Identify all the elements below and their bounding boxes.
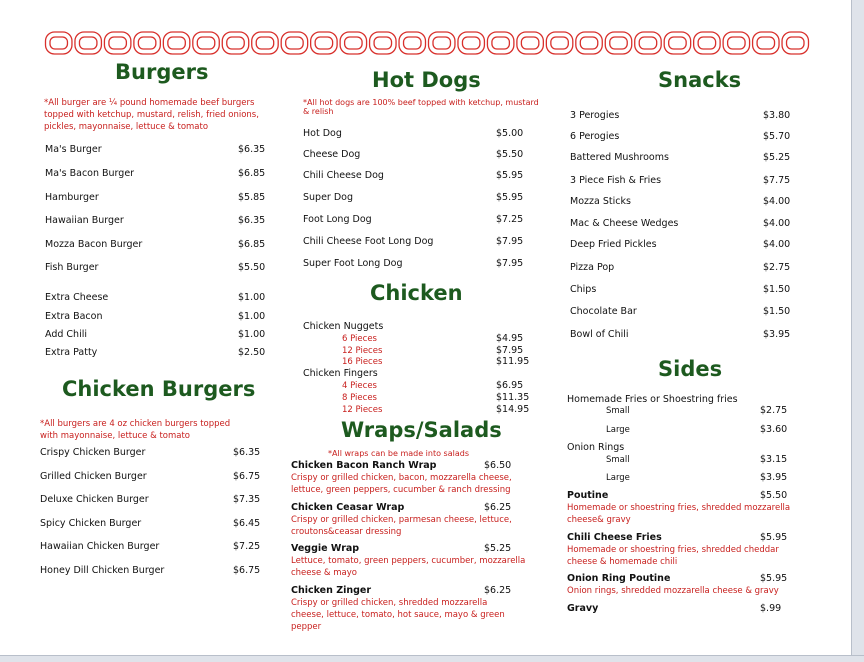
menu-item-price: $3.80	[763, 110, 791, 121]
extra-name: Extra Bacon	[45, 311, 103, 322]
menu-item-name: Super Dog	[303, 192, 354, 203]
menu-item-name: Hawaiian Chicken Burger	[40, 541, 160, 552]
border-link-inner	[698, 37, 715, 49]
menu-item-price: $6.35	[233, 447, 261, 458]
side-price: $5.50	[760, 490, 788, 501]
menu-item-name: Cheese Dog	[303, 149, 361, 160]
side-group-name: Homemade Fries or Shoestring fries	[567, 394, 738, 405]
menu-item-price: $5.50	[238, 262, 266, 273]
chicken-burgers-title: Chicken Burgers	[62, 377, 256, 401]
border-link-inner	[256, 37, 273, 49]
menu-item-price: $5.95	[496, 170, 524, 181]
menu-item-price: $4.00	[763, 196, 791, 207]
menu-item-price: $5.95	[496, 192, 524, 203]
option-label: 4 Pieces	[342, 381, 377, 391]
option-label: 6 Pieces	[342, 334, 377, 344]
menu-item-name: Hamburger	[45, 192, 99, 203]
border-link-inner	[433, 37, 450, 49]
menu-item-price: $6.75	[233, 565, 261, 576]
option-price: $14.95	[496, 404, 530, 415]
menu-item-price: $6.85	[238, 168, 266, 179]
menu-item-name: 6 Perogies	[570, 131, 620, 142]
menu-item-name: Grilled Chicken Burger	[40, 471, 147, 482]
border-link-inner	[168, 37, 185, 49]
border-link-inner	[757, 37, 774, 49]
wraps-title: Wraps/Salads	[341, 418, 502, 442]
side-desc: Homemade or shoestring fries, shredded cheddar cheese & homemade chili	[567, 545, 779, 567]
border-link-inner	[404, 37, 421, 49]
menu-item-price: $6.75	[233, 471, 261, 482]
option-price: $6.95	[496, 380, 524, 391]
menu-item-name: Chocolate Bar	[570, 306, 637, 317]
border-link-inner	[728, 37, 745, 49]
extra-name: Extra Cheese	[45, 292, 109, 303]
window-scroll-gutter	[851, 0, 864, 661]
chicken-burgers-note: *All burgers are 4 oz chicken burgers topped with mayonnaise, lettuce & tomato	[40, 419, 231, 441]
menu-item-name: Hot Dog	[303, 128, 342, 139]
menu-item-name: Battered Mushrooms	[570, 152, 669, 163]
option-label: Small	[606, 406, 630, 416]
wrap-price: $6.25	[484, 585, 512, 596]
extra-price: $1.00	[238, 329, 266, 340]
side-price: $5.95	[760, 532, 788, 543]
menu-item-price: $4.00	[763, 239, 791, 250]
menu-item-name: Foot Long Dog	[303, 214, 372, 225]
wrap-name: Chicken Ceasar Wrap	[291, 502, 405, 513]
border-link-inner	[109, 37, 126, 49]
extra-price: $1.00	[238, 292, 266, 303]
option-price: $3.95	[760, 472, 788, 483]
menu-item-price: $6.45	[233, 518, 261, 529]
snacks-title: Snacks	[658, 68, 742, 92]
side-group-name: Onion Rings	[567, 442, 625, 453]
wrap-name: Chicken Zinger	[291, 585, 372, 596]
wrap-price: $6.50	[484, 460, 512, 471]
menu-item-name: Chips	[570, 284, 597, 295]
wrap-name: Veggie Wrap	[291, 543, 360, 554]
menu-item-price: $5.00	[496, 128, 524, 139]
menu-item-price: $5.50	[496, 149, 524, 160]
option-price: $3.15	[760, 454, 788, 465]
wrap-desc: Lettuce, tomato, green peppers, cucumber, mozzarella cheese & mayo	[291, 556, 526, 578]
menu-item-name: Ma's Burger	[45, 144, 102, 155]
border-link-inner	[580, 37, 597, 49]
extra-price: $2.50	[238, 347, 266, 358]
border-link-inner	[286, 37, 303, 49]
border-link-inner	[374, 37, 391, 49]
border-link-inner	[521, 37, 538, 49]
border-link-inner	[787, 37, 804, 49]
hot-dogs-title: Hot Dogs	[372, 68, 481, 92]
option-label: Small	[606, 455, 630, 465]
menu-item-name: Mozza Bacon Burger	[45, 239, 143, 250]
menu-item-price: $5.85	[238, 192, 266, 203]
side-name: Onion Ring Poutine	[567, 573, 671, 584]
menu-item-name: Fish Burger	[45, 262, 99, 273]
menu-item-price: $5.25	[763, 152, 791, 163]
menu-item-name: Super Foot Long Dog	[303, 258, 403, 269]
hot-dogs-note: *All hot dogs are 100% beef topped with ketchup, mustard & relish	[303, 98, 539, 116]
menu-item-price: $1.50	[763, 284, 791, 295]
border-link-inner	[492, 37, 509, 49]
menu-item-name: 3 Perogies	[570, 110, 620, 121]
menu-item-name: Crispy Chicken Burger	[40, 447, 146, 458]
menu-item-name: Deep Fried Pickles	[570, 239, 657, 250]
option-label: 16 Pieces	[342, 357, 383, 367]
border-link-inner	[197, 37, 214, 49]
menu-item-name: Chili Cheese Foot Long Dog	[303, 236, 434, 247]
side-price: $.99	[760, 603, 782, 614]
side-name: Poutine	[567, 490, 609, 501]
option-label: 12 Pieces	[342, 346, 383, 356]
option-price: $7.95	[496, 345, 524, 356]
border-link-inner	[610, 37, 627, 49]
decorative-border	[44, 30, 810, 56]
menu-item-name: Mozza Sticks	[570, 196, 631, 207]
option-price: $11.35	[496, 392, 530, 403]
menu-item-name: Spicy Chicken Burger	[40, 518, 142, 529]
border-link-inner	[50, 37, 67, 49]
menu-item-name: Honey Dill Chicken Burger	[40, 565, 165, 576]
border-link-inner	[227, 37, 244, 49]
side-name: Gravy	[567, 603, 599, 614]
chicken-title: Chicken	[370, 281, 463, 305]
chicken-fingers-name: Chicken Fingers	[303, 368, 378, 379]
wrap-price: $5.25	[484, 543, 512, 554]
side-name: Chili Cheese Fries	[567, 532, 662, 543]
menu-item-name: Hawaiian Burger	[45, 215, 124, 226]
wraps-note: *All wraps can be made into salads	[328, 449, 469, 458]
side-desc: Homemade or shoestring fries, shredded mozzarella cheese& gravy	[567, 503, 791, 525]
border-link-inner	[462, 37, 479, 49]
menu-item-name: Pizza Pop	[570, 262, 615, 273]
wrap-name: Chicken Bacon Ranch Wrap	[291, 460, 437, 471]
side-desc: Onion rings, shredded mozzarella cheese & gravy	[567, 586, 779, 596]
menu-item-price: $7.25	[233, 541, 261, 552]
border-link-inner	[551, 37, 568, 49]
menu-item-name: Chili Cheese Dog	[303, 170, 384, 181]
menu-item-price: $6.35	[238, 144, 266, 155]
option-price: $4.95	[496, 333, 524, 344]
menu-item-price: $7.75	[763, 175, 791, 186]
side-price: $5.95	[760, 573, 788, 584]
option-label: 12 Pieces	[342, 405, 383, 415]
chicken-nuggets-name: Chicken Nuggets	[303, 321, 384, 332]
wrap-price: $6.25	[484, 502, 512, 513]
menu-item-name: Bowl of Chili	[570, 329, 629, 340]
border-link-inner	[669, 37, 686, 49]
option-price: $3.60	[760, 424, 788, 435]
menu-item-name: Ma's Bacon Burger	[45, 168, 135, 179]
menu-item-price: $2.75	[763, 262, 791, 273]
burgers-title: Burgers	[115, 60, 209, 84]
menu-item-name: Deluxe Chicken Burger	[40, 494, 149, 505]
border-link-inner	[138, 37, 155, 49]
menu-item-price: $7.95	[496, 236, 524, 247]
extra-name: Add Chili	[45, 329, 87, 340]
extra-price: $1.00	[238, 311, 266, 322]
menu-item-price: $1.50	[763, 306, 791, 317]
burgers-note: *All burger are ¼ pound homemade beef burgers topped with ketchup, mustard, relish, fried onions, pickles, mayonnaise, lettuce & tomato	[44, 98, 259, 132]
menu-item-price: $5.70	[763, 131, 791, 142]
menu-item-price: $6.85	[238, 239, 266, 250]
wrap-desc: Crispy or grilled chicken, bacon, mozzarella cheese, lettuce, green peppers, cucumber & ranch dressing	[291, 473, 512, 495]
border-link-inner	[345, 37, 362, 49]
option-label: 8 Pieces	[342, 393, 377, 403]
menu-item-name: Mac & Cheese Wedges	[570, 218, 679, 229]
border-link-inner	[315, 37, 332, 49]
menu-item-price: $3.95	[763, 329, 791, 340]
border-link-inner	[639, 37, 656, 49]
menu-item-price: $4.00	[763, 218, 791, 229]
option-price: $2.75	[760, 405, 788, 416]
option-label: Large	[606, 425, 630, 435]
option-label: Large	[606, 473, 630, 483]
menu-item-price: $6.35	[238, 215, 266, 226]
wrap-desc: Crispy or grilled chicken, parmesan cheese, lettuce, croutons&ceasar dressing	[291, 515, 512, 537]
menu-item-price: $7.25	[496, 214, 524, 225]
wrap-desc: Crispy or grilled chicken, shredded mozzarella cheese, lettuce, tomato, hot sauce, mayo & green pepper	[291, 598, 505, 632]
option-price: $11.95	[496, 356, 530, 367]
border-link-inner	[79, 37, 96, 49]
menu-item-name: 3 Piece Fish & Fries	[570, 175, 662, 186]
sides-title: Sides	[658, 357, 723, 381]
extra-name: Extra Patty	[45, 347, 98, 358]
menu-item-price: $7.95	[496, 258, 524, 269]
menu-item-price: $7.35	[233, 494, 261, 505]
